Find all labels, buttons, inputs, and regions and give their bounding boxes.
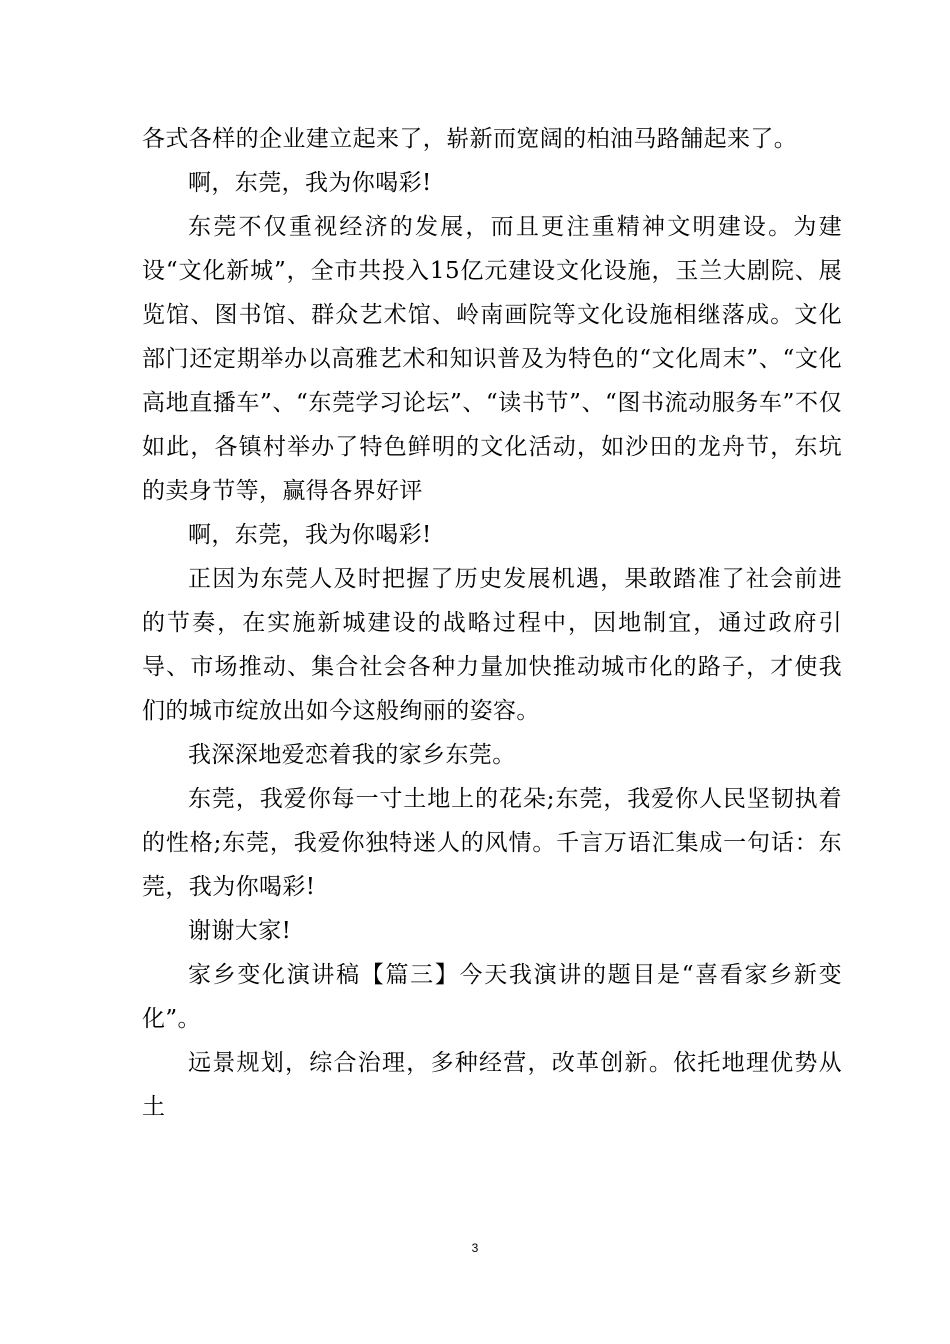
paragraph-8: 谢谢大家! (188, 918, 292, 944)
paragraph-2: 啊，东莞，我为你喝彩! (188, 170, 432, 196)
body-text (142, 117, 842, 1129)
paragraph-6: 我深深地爱恋着我的家乡东莞。 (188, 742, 516, 768)
paragraph-3: 东莞不仅重视经济的发展，而且更注重精神文明建设。为建设“文化新城”，全市共投入15亿元建设文化设施，玉兰大剧院、展览馆、图书馆、群众艺术馆、岭南画院等文化设施相继落成。文化部门还定期举办以高雅艺术和知识普及为特色的“文化周末”、“文化高地直播车”、“东莞学习论坛”、“读书节”、“图书流动服务车”不仅如此，各镇村举办了特色鲜明的文化活动，如沙田的龙舟节，东坑的卖身节等，赢得各界好评 (142, 214, 842, 504)
paragraph-4: 啊，东莞，我为你喝彩! (188, 522, 432, 548)
paragraph-5: 正因为东莞人及时把握了历史发展机遇，果敢踏准了社会前进的节奏，在实施新城建设的战略过程中，因地制宜，通过政府引导、市场推动、集合社会各种力量加快推动城市化的路子，才使我们的城市绽放出如今这般绚丽的姿容。 (142, 566, 842, 724)
paragraph-9: 家乡变化演讲稿【篇三】今天我演讲的题目是“喜看家乡新变化”。 (142, 962, 842, 1032)
paragraph-7: 东莞，我爱你每一寸土地上的花朵;东莞，我爱你人民坚韧执着的性格;东莞，我爱你独特迷人的风情。千言万语汇集成一句话：东莞，我为你喝彩! (142, 786, 842, 900)
paragraph-10: 远景规划，综合治理，多种经营，改革创新。依托地理优势从土 (142, 1050, 842, 1120)
page-number: 3 (471, 1241, 479, 1255)
paragraph-1: 各式各样的企业建立起来了，崭新而宽阔的柏油马路舗起来了。 (142, 126, 798, 152)
